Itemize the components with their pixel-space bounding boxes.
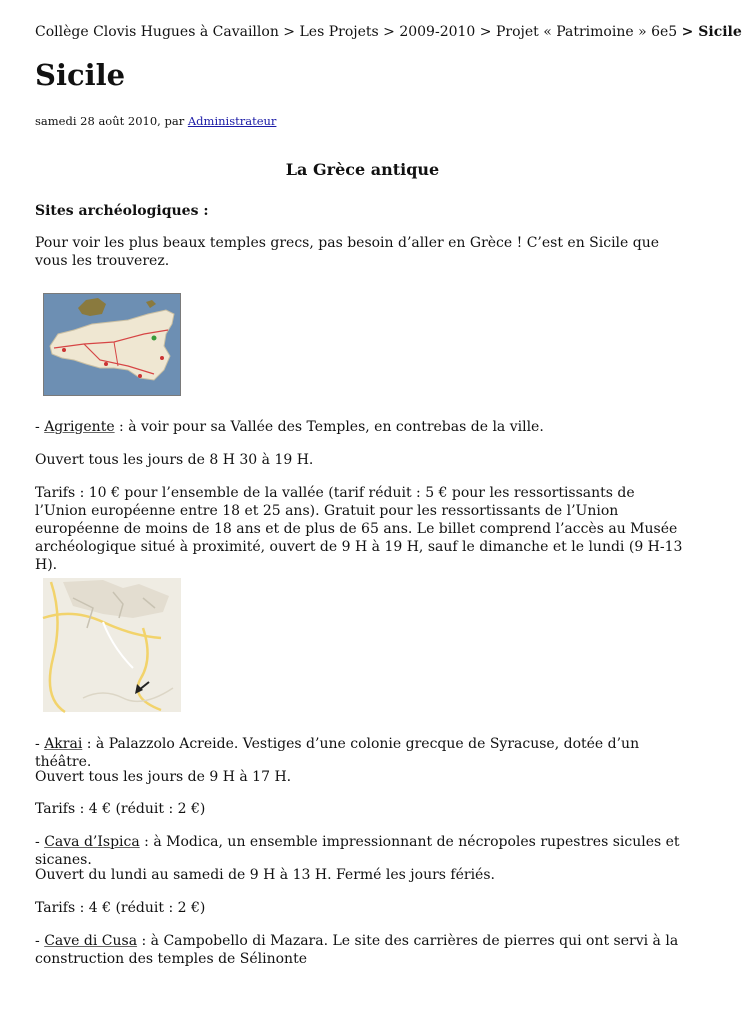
site-cava-ispica-desc: : à Modica, un ensemble impressionnant de nécropoles rupestres sicules et sicanes. xyxy=(35,834,680,868)
site-akrai-hours: Ouvert tous les jours de 9 H à 17 H. xyxy=(35,769,292,785)
site-akrai-line xyxy=(35,735,685,771)
site-cava-ispica-line xyxy=(35,833,685,869)
subtitle: Sites archéologiques : xyxy=(35,203,209,219)
site-agrigente-hours: Ouvert tous les jours de 8 H 30 à 19 H. xyxy=(35,452,314,468)
street-map-drawing xyxy=(43,578,181,712)
dash: - xyxy=(35,736,45,752)
site-cava-ispica-tarifs: Tarifs : 4 € (réduit : 2 €) xyxy=(35,900,206,916)
akrai-street-map-image[interactable] xyxy=(43,578,181,712)
site-agrigente-tarifs: Tarifs : 10 € pour l’ensemble de la vallée (tarif réduit : 5 € pour les ressortissants de l’Union européenne entre 18 et 25 ans). Gratuit pour les ressortissants de l’Union européenne de moins de 18 ans et de plus de 65 ans. Le billet comprend l’accès au Musée archéologique situé à proximité, ouvert de 9 H à 19 H, sauf le dimanche et le lundi (9 H-13 H). xyxy=(35,485,683,573)
breadcrumb-item-projets[interactable]: Les Projets xyxy=(299,24,379,40)
breadcrumb-separator: > xyxy=(383,24,400,40)
breadcrumb-separator: > xyxy=(479,24,496,40)
site-cave-cusa-link[interactable]: Cave di Cusa xyxy=(44,933,138,949)
site-cava-ispica-link[interactable]: Cava d’Ispica xyxy=(44,834,140,850)
section-title: La Grèce antique xyxy=(285,160,440,179)
dash: - xyxy=(35,933,45,949)
site-cave-cusa-desc: : à Campobello di Mazara. Le site des carrières de pierres qui ont servi à la construction des temples de Sélinonte xyxy=(35,933,679,967)
site-cave-cusa-line xyxy=(35,932,685,968)
intro-paragraph: Pour voir les plus beaux temples grecs, pas besoin d’aller en Grèce ! C’est en Sicile que vous les trouverez. xyxy=(35,235,660,269)
site-agrigente-line xyxy=(35,418,685,436)
article-meta xyxy=(35,114,276,128)
sicily-map-drawing xyxy=(44,294,180,395)
site-akrai-tarifs: Tarifs : 4 € (réduit : 2 €) xyxy=(35,801,206,817)
dash: - xyxy=(35,834,45,850)
page-title: Sicile xyxy=(35,58,126,92)
site-akrai-link[interactable]: Akrai xyxy=(44,736,83,752)
site-cava-ispica-hours: Ouvert du lundi au samedi de 9 H à 13 H. Fermé les jours fériés. xyxy=(35,867,495,883)
sicily-map-image[interactable] xyxy=(43,293,181,396)
breadcrumb-item-college[interactable]: Collège Clovis Hugues à Cavaillon xyxy=(35,24,279,40)
author-link[interactable]: Administrateur xyxy=(187,114,277,128)
breadcrumb-item-projet[interactable]: Projet « Patrimoine » 6e5 xyxy=(495,24,678,40)
site-akrai-desc: : à Palazzolo Acreide. Vestiges d’une colonie grecque de Syracuse, dotée d’un théâtre. xyxy=(35,736,640,770)
breadcrumb xyxy=(35,24,742,40)
breadcrumb-item-year[interactable]: 2009-2010 xyxy=(399,24,476,40)
article-date: samedi 28 août 2010, par xyxy=(35,114,185,128)
breadcrumb-current: Sicile xyxy=(698,24,742,40)
dash: - xyxy=(35,419,45,435)
breadcrumb-separator: > xyxy=(681,24,699,40)
site-agrigente-link[interactable]: Agrigente xyxy=(44,419,115,435)
breadcrumb-separator: > xyxy=(283,24,300,40)
site-agrigente-desc: : à voir pour sa Vallée des Temples, en contrebas de la ville. xyxy=(114,419,544,435)
